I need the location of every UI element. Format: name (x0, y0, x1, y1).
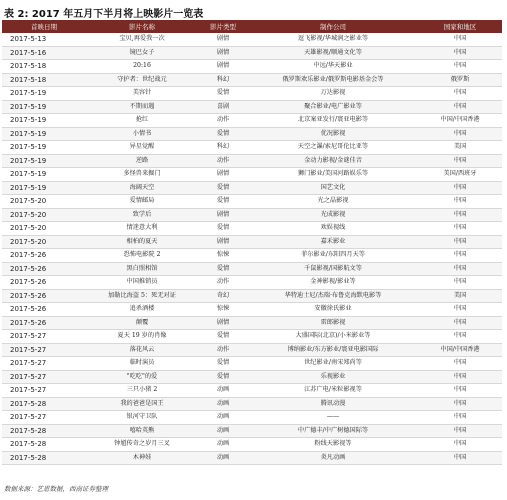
region-cell: 中国 (418, 195, 502, 209)
film-type-cell: 爱情 (198, 370, 248, 384)
company-cell: 千鼠影视/国影航文等 (248, 262, 418, 276)
release-date-cell: 2017-5-26 (2, 249, 86, 263)
company-cell: 粉线天影视等 (248, 438, 418, 452)
company-cell: 光成影视 (248, 208, 418, 222)
film-name-cell: 镜巴女子 (86, 46, 198, 60)
film-name-cell: 逆路 (86, 154, 198, 168)
company-cell: 江苏广电/米粒影视等 (248, 384, 418, 398)
film-type-cell: 剧情 (198, 33, 248, 46)
company-cell: 华特迪士尼/杰瑞·布鲁克海默电影等 (248, 289, 418, 303)
release-date-cell: 2017-5-16 (2, 46, 86, 60)
table-body (2, 33, 502, 465)
company-cell: 炎凡动画 (248, 451, 418, 465)
film-name-cell: 追杀酒楼 (86, 303, 198, 317)
film-type-cell: 爱情 (198, 330, 248, 344)
table-row (2, 411, 502, 425)
film-name-cell: 宝贝,再爱我一次 (86, 33, 198, 46)
film-name-cell: 夏天 19 岁的肖像 (86, 330, 198, 344)
table-row (2, 222, 502, 236)
region-cell: 中国 (418, 208, 502, 222)
region-cell: 美国 (418, 141, 502, 155)
film-type-cell: 爱情 (198, 262, 248, 276)
company-cell: 俄罗斯欢乐影业/俄罗斯电影基金会等 (248, 73, 418, 87)
company-cell: 安徽徐氏影业 (248, 303, 418, 317)
table-row (2, 451, 502, 465)
film-type-cell: 剧情 (198, 60, 248, 74)
film-name-cell: 海阔天空 (86, 181, 198, 195)
film-type-cell: 爱情 (198, 181, 248, 195)
header-production-company: 制作公司 (248, 20, 418, 33)
film-type-cell: 动画 (198, 411, 248, 425)
movie-release-table (2, 20, 502, 465)
film-name-cell: 颠覆 (86, 316, 198, 330)
film-name-cell: 中国推销员 (86, 276, 198, 290)
film-name-cell: 钟馗传奇之岁月三叉 (86, 438, 198, 452)
release-date-cell: 2017-5-19 (2, 141, 86, 155)
film-name-cell: 爱情邮局 (86, 195, 198, 209)
film-name-cell: 落花风云 (86, 343, 198, 357)
table-header-row (2, 20, 502, 33)
table-row (2, 46, 502, 60)
company-cell: 菲尔影业/东阳四月天等 (248, 249, 418, 263)
film-type-cell: 惊悚 (198, 303, 248, 317)
company-cell: 天空之瀑/索尼哥伦比亚等 (248, 141, 418, 155)
film-type-cell: 喜剧 (198, 100, 248, 114)
release-date-cell: 2017-5-27 (2, 343, 86, 357)
region-cell: 中国 (418, 262, 502, 276)
film-type-cell: 动作 (198, 154, 248, 168)
region-cell: 中国 (418, 127, 502, 141)
region-cell: 中国 (418, 438, 502, 452)
company-cell: 聚合影业/电广影业等 (248, 100, 418, 114)
release-date-cell: 2017-5-20 (2, 208, 86, 222)
region-cell: 中国 (418, 181, 502, 195)
film-type-cell: 动作 (198, 276, 248, 290)
release-date-cell: 2017-5-27 (2, 384, 86, 398)
release-date-cell: 2017-5-26 (2, 262, 86, 276)
table-row (2, 303, 502, 317)
film-name-cell: 美容针 (86, 87, 198, 101)
film-name-cell: 恐怖电影院 2 (86, 249, 198, 263)
film-name-cell: 三只小猪 2 (86, 384, 198, 398)
table-row (2, 249, 502, 263)
film-type-cell: 剧情 (198, 46, 248, 60)
film-type-cell: 剧情 (198, 316, 248, 330)
release-date-cell: 2017-5-13 (2, 33, 86, 46)
release-date-cell: 2017-5-19 (2, 100, 86, 114)
table-row (2, 114, 502, 128)
film-type-cell: 爱情 (198, 195, 248, 209)
region-cell: 中国 (418, 411, 502, 425)
release-date-cell: 2017-5-26 (2, 303, 86, 317)
region-cell: 中国 (418, 451, 502, 465)
release-date-cell: 2017-5-19 (2, 181, 86, 195)
film-type-cell: 爱情 (198, 357, 248, 371)
release-date-cell: 2017-5-26 (2, 289, 86, 303)
company-cell: 世纪影业/南宋郑尚等 (248, 357, 418, 371)
film-name-cell: 抢红 (86, 114, 198, 128)
region-cell: 中国 (418, 235, 502, 249)
film-name-cell: 临时演员 (86, 357, 198, 371)
region-cell: 中国 (418, 316, 502, 330)
company-cell: 博纳影业/东方影业/寰亚电影国际 (248, 343, 418, 357)
release-date-cell: 2017-5-20 (2, 222, 86, 236)
film-type-cell: 动画 (198, 424, 248, 438)
film-name-cell: "吃吃"的爱 (86, 370, 198, 384)
table-row (2, 424, 502, 438)
release-date-cell: 2017-5-27 (2, 370, 86, 384)
region-cell: 中国 (418, 100, 502, 114)
release-date-cell: 2017-5-19 (2, 87, 86, 101)
release-date-cell: 2017-5-26 (2, 316, 86, 330)
table-row (2, 154, 502, 168)
release-date-cell: 2017-5-20 (2, 195, 86, 209)
table-row (2, 316, 502, 330)
film-name-cell: 银河守卫队 (86, 411, 198, 425)
table-row (2, 141, 502, 155)
film-name-cell: 小情书 (86, 127, 198, 141)
table-row (2, 330, 502, 344)
region-cell: 美国 (418, 289, 502, 303)
film-type-cell: 科幻 (198, 141, 248, 155)
table-row (2, 370, 502, 384)
company-cell: 中广德丰/中广树德国际等 (248, 424, 418, 438)
table-row (2, 235, 502, 249)
table-row (2, 262, 502, 276)
film-name-cell: 20:16 (86, 60, 198, 74)
release-date-cell: 2017-5-18 (2, 60, 86, 74)
region-cell: 中国 (418, 249, 502, 263)
company-cell: 北京案亚发行/寰亚电影等 (248, 114, 418, 128)
region-cell: 中国 (418, 60, 502, 74)
film-type-cell: 动画 (198, 397, 248, 411)
film-name-cell: 我的爸爸是国王 (86, 397, 198, 411)
region-cell: 中国 (418, 33, 502, 46)
table-row (2, 289, 502, 303)
company-cell: 金神影视/影业等 (248, 276, 418, 290)
release-date-cell: 2017-5-27 (2, 330, 86, 344)
region-cell: 中国 (418, 87, 502, 101)
region-cell: 中国 (418, 46, 502, 60)
film-name-cell: 嘻哈英熊 (86, 424, 198, 438)
film-type-cell: 动画 (198, 384, 248, 398)
region-cell: 中国 (418, 154, 502, 168)
film-name-cell: 木神娃 (86, 451, 198, 465)
release-date-cell: 2017-5-27 (2, 357, 86, 371)
company-cell: 天雄影视/顺通文化等 (248, 46, 418, 60)
film-name-cell: 不期而遇 (86, 100, 198, 114)
film-type-cell: 科幻 (198, 73, 248, 87)
company-cell: 雷郎影视 (248, 316, 418, 330)
film-name-cell: 守护者：世纪战元 (86, 73, 198, 87)
region-cell: 俄罗斯 (418, 73, 502, 87)
region-cell: 中国 (418, 384, 502, 398)
table-row (2, 168, 502, 182)
region-cell: 中国 (418, 276, 502, 290)
region-cell: 中国 (418, 303, 502, 317)
film-name-cell: 情迷意大利 (86, 222, 198, 236)
region-cell: 中国 (418, 397, 502, 411)
table-row (2, 127, 502, 141)
region-cell: 中国 (418, 424, 502, 438)
film-name-cell: 相柏的夏天 (86, 235, 198, 249)
company-cell: 金动力影视/金谜佳音 (248, 154, 418, 168)
company-cell: 欢娱视线 (248, 222, 418, 236)
header-release-date: 首映日期 (2, 20, 86, 33)
company-cell: 光之晶影视 (248, 195, 418, 209)
film-type-cell: 爱情 (198, 127, 248, 141)
company-cell: 优况影视 (248, 127, 418, 141)
table-row (2, 276, 502, 290)
header-country-region: 国家和地区 (418, 20, 502, 33)
region-cell: 中国 (418, 222, 502, 236)
film-name-cell: 黑白照相馆 (86, 262, 198, 276)
release-date-cell: 2017-5-18 (2, 73, 86, 87)
release-date-cell: 2017-5-27 (2, 411, 86, 425)
table-row (2, 357, 502, 371)
table-row (2, 73, 502, 87)
release-date-cell: 2017-5-19 (2, 168, 86, 182)
source-note: 数据来源：艺恩数据，西南证券整理 (4, 485, 108, 493)
company-cell: 逗飞影视/华城润之影业等 (248, 33, 418, 46)
table-row (2, 384, 502, 398)
film-name-cell: 致学后 (86, 208, 198, 222)
table-row (2, 100, 502, 114)
company-cell: 大盛国际(北京)/小米影业等 (248, 330, 418, 344)
film-name-cell: 加勒比海盗 5：死无对证 (86, 289, 198, 303)
film-type-cell: 剧情 (198, 235, 248, 249)
company-cell: —— (248, 411, 418, 425)
company-cell: 狮门影业/美国河路娱乐等 (248, 168, 418, 182)
company-cell: 乐视影业 (248, 370, 418, 384)
film-type-cell: 动画 (198, 451, 248, 465)
table-row (2, 60, 502, 74)
film-type-cell: 爱情 (198, 222, 248, 236)
company-cell: 腾讯动漫 (248, 397, 418, 411)
table-title: 表 2: 2017 年五月下半月将上映影片一览表 (4, 9, 204, 20)
film-type-cell: 动作 (198, 343, 248, 357)
table-row (2, 438, 502, 452)
release-date-cell: 2017-5-28 (2, 397, 86, 411)
region-cell: 中国/中国香港 (418, 343, 502, 357)
film-name-cell: 多怪兽来掘门 (86, 168, 198, 182)
film-type-cell: 奇幻 (198, 289, 248, 303)
release-date-cell: 2017-5-19 (2, 127, 86, 141)
region-cell: 中国/中国香港 (418, 114, 502, 128)
table-row (2, 343, 502, 357)
release-date-cell: 2017-5-20 (2, 235, 86, 249)
region-cell: 中国 (418, 330, 502, 344)
film-type-cell: 剧情 (198, 208, 248, 222)
release-date-cell: 2017-5-19 (2, 154, 86, 168)
company-cell: 国艺文化 (248, 181, 418, 195)
release-date-cell: 2017-5-28 (2, 438, 86, 452)
header-film-name: 影片名称 (86, 20, 198, 33)
company-cell: 万达影视 (248, 87, 418, 101)
header-film-type: 影片类型 (198, 20, 248, 33)
release-date-cell: 2017-5-28 (2, 451, 86, 465)
region-cell: 中国 (418, 357, 502, 371)
film-type-cell: 惊悚 (198, 249, 248, 263)
table-row (2, 87, 502, 101)
release-date-cell: 2017-5-28 (2, 424, 86, 438)
table-row (2, 397, 502, 411)
film-type-cell: 动画 (198, 438, 248, 452)
table-row (2, 33, 502, 46)
company-cell: 嘉禾影业 (248, 235, 418, 249)
film-name-cell: 异星觉醒 (86, 141, 198, 155)
film-type-cell: 爱情 (198, 87, 248, 101)
company-cell: 中远/华天影业 (248, 60, 418, 74)
table-row (2, 195, 502, 209)
region-cell: 美国/西班牙 (418, 168, 502, 182)
release-date-cell: 2017-5-19 (2, 114, 86, 128)
film-type-cell: 动作 (198, 114, 248, 128)
region-cell: 中国 (418, 370, 502, 384)
release-date-cell: 2017-5-26 (2, 276, 86, 290)
table-row (2, 208, 502, 222)
film-type-cell: 剧情 (198, 168, 248, 182)
table-row (2, 181, 502, 195)
